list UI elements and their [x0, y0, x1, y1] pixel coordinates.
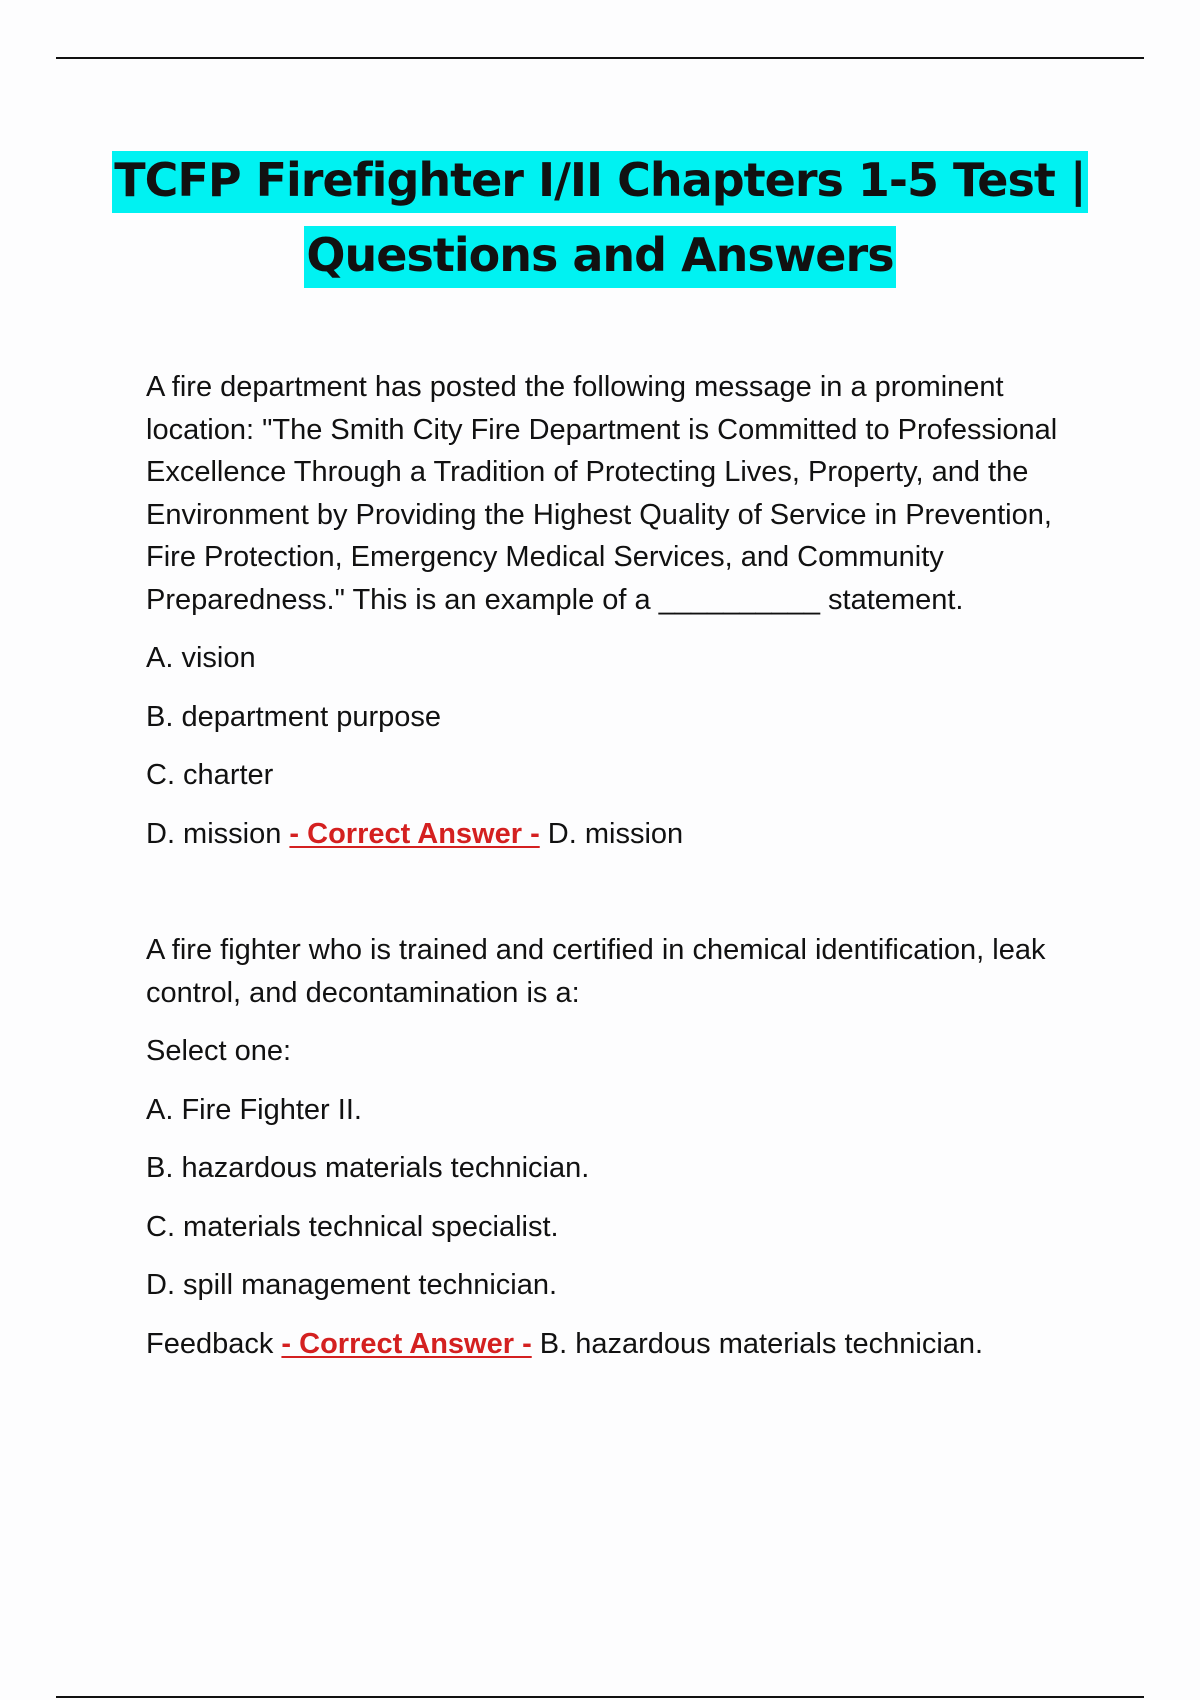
- question-list: [146, 366, 1106, 1365]
- question-2-option-b: B. hazardous materials technician.: [146, 1152, 590, 1184]
- title-line-1: TCFP Firefighter I/II Chapters 1-5 Test |: [112, 151, 1087, 213]
- page-title: [100, 143, 1100, 293]
- question-2-option-a: A. Fire Fighter II.: [146, 1093, 362, 1126]
- question-1: [146, 366, 1106, 855]
- question-2-text: A fire fighter who is trained and certified in chemical identification, leak control, and decontamination is a:: [146, 934, 1046, 1009]
- question-1-option-a: A. vision: [146, 642, 256, 674]
- question-2-option-d: D. spill management technician.: [146, 1269, 558, 1301]
- question-2: [146, 929, 1106, 1365]
- title-line-2: Questions and Answers: [304, 226, 895, 288]
- question-2-feedback-label: Feedback: [146, 1327, 274, 1360]
- question-1-text: A fire department has posted the following message in a prominent location: "The Smith City Fire Department is Committed to Professional Excellence Through a Tradition of Protecting Lives, Property, and the Environment by Providing the Highest Quality of Service in Prevention, Fire Protection, Emergency Medical Services, and Community Preparedness." This is an example of a __________ statement.: [146, 371, 1058, 616]
- footer-rule: [56, 1696, 1144, 1698]
- correct-answer-marker: - Correct Answer -: [289, 817, 540, 850]
- question-1-answer-line: [146, 813, 1106, 856]
- question-2-option-c: C. materials technical specialist.: [146, 1210, 559, 1243]
- question-2-prompt: Select one:: [146, 1035, 292, 1067]
- correct-answer-marker: - Correct Answer -: [281, 1327, 532, 1360]
- question-2-feedback-line: [146, 1323, 1106, 1366]
- question-1-option-b: B. department purpose: [146, 700, 442, 733]
- question-spacer: [146, 855, 1106, 929]
- question-1-correct-answer: D. mission: [547, 817, 684, 850]
- question-1-option-d: D. mission: [146, 817, 282, 850]
- header-rule: [56, 57, 1144, 59]
- question-2-correct-answer: B. hazardous materials technician.: [539, 1327, 984, 1360]
- question-1-option-c: C. charter: [146, 759, 274, 791]
